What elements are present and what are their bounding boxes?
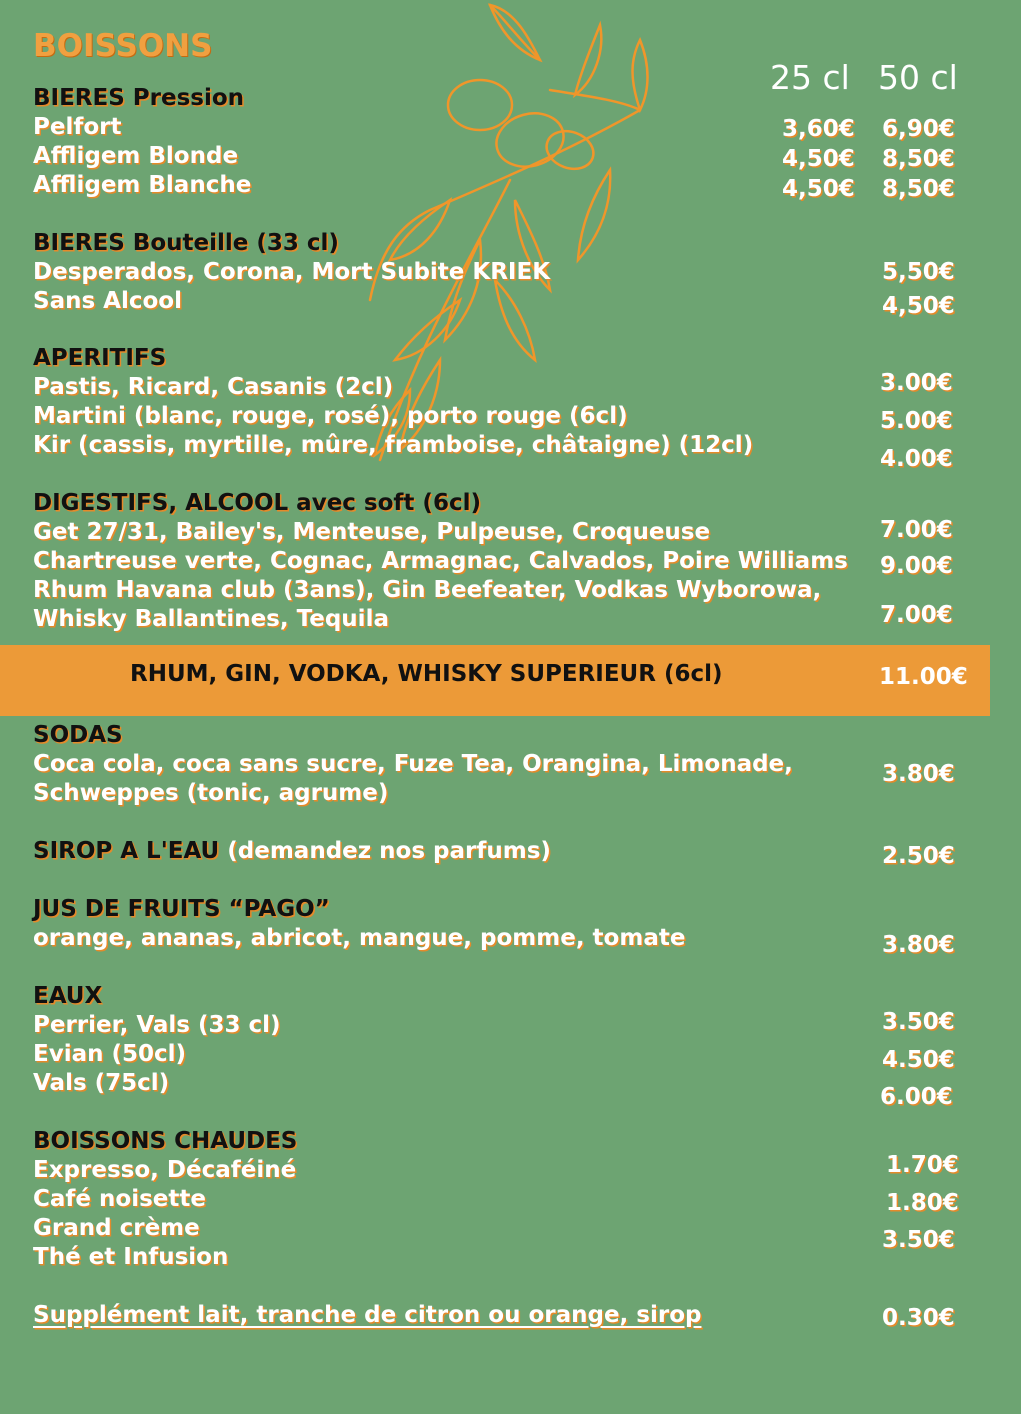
item-price: 4,50€ <box>882 293 955 319</box>
item-line: Whisky Ballantines, Tequila <box>33 606 389 632</box>
size-header-50cl: 50 cl <box>878 58 958 97</box>
item-price: 3.80€ <box>882 761 955 787</box>
item-name: Evian (50cl) <box>33 1041 187 1067</box>
item-price: 3.50€ <box>882 1009 955 1035</box>
price-50cl: 8,50€ <box>882 176 955 202</box>
item-line: Café noisette <box>33 1186 206 1212</box>
item-name: Perrier, Vals (33 cl) <box>33 1012 281 1038</box>
item-line: Expresso, Décaféiné <box>33 1157 297 1183</box>
sirop-line <box>33 837 551 866</box>
item-price: 5.00€ <box>880 408 953 434</box>
section-heading-eaux: EAUX <box>33 983 103 1009</box>
price-25cl: 4,50€ <box>782 146 855 172</box>
item-price: 6.00€ <box>880 1084 953 1110</box>
item-line: Chartreuse verte, Cognac, Armagnac, Calvados, Poire Williams <box>33 548 848 574</box>
item-price: 3.00€ <box>880 370 953 396</box>
item-price: 5,50€ <box>882 259 955 285</box>
section-heading-chaudes: BOISSONS CHAUDES <box>33 1128 298 1154</box>
item-price: 7.00€ <box>880 602 953 628</box>
item-line: Grand crème <box>33 1215 200 1241</box>
item-name: Martini (blanc, rouge, rosé), porto rouge (6cl) <box>33 403 628 429</box>
supplement-price: 0.30€ <box>882 1305 955 1331</box>
size-header-25cl: 25 cl <box>770 58 850 97</box>
item-price: 7.00€ <box>880 517 953 543</box>
item-name: Pastis, Ricard, Casanis (2cl) <box>33 374 394 400</box>
item-name: Vals (75cl) <box>33 1070 170 1096</box>
section-heading-digestifs: DIGESTIFS, ALCOOL avec soft (6cl) <box>33 490 481 516</box>
item-line: Schweppes (tonic, agrume) <box>33 780 389 806</box>
item-line: Thé et Infusion <box>33 1244 229 1270</box>
section-heading-sodas: SODAS <box>33 722 123 748</box>
section-heading-aperitifs: APERITIFS <box>33 345 167 371</box>
item-name: Affligem Blanche <box>33 172 252 198</box>
price-50cl: 6,90€ <box>882 116 955 142</box>
item-line: Rhum Havana club (3ans), Gin Beefeater, Vodkas Wyborowa, <box>33 577 822 603</box>
section-heading-jus: JUS DE FRUITS “PAGO” <box>33 896 330 922</box>
price-25cl: 4,50€ <box>782 176 855 202</box>
supplement-label: Supplément lait, tranche de citron ou orange, sirop <box>33 1302 702 1328</box>
sirop-note: (demandez nos parfums) <box>227 838 551 864</box>
price-50cl: 8,50€ <box>882 146 955 172</box>
item-line: orange, ananas, abricot, mangue, pomme, tomate <box>33 925 686 951</box>
item-price: 3.50€ <box>882 1227 955 1253</box>
item-name: Kir (cassis, myrtille, mûre, framboise, châtaigne) (12cl) <box>33 432 754 458</box>
section-heading-sirop: SIROP A L'EAU <box>33 838 220 864</box>
item-price: 1.80€ <box>886 1190 959 1216</box>
item-price: 3.80€ <box>882 932 955 958</box>
item-price: 4.00€ <box>880 446 953 472</box>
section-heading-bieres-pression: BIERES Pression <box>33 85 245 111</box>
item-name: Sans Alcool <box>33 288 182 314</box>
item-price: 9.00€ <box>880 553 953 579</box>
item-name: Pelfort <box>33 114 122 140</box>
superieur-price: 11.00€ <box>879 664 968 690</box>
item-line: Coca cola, coca sans sucre, Fuze Tea, Orangina, Limonade, <box>33 751 793 777</box>
item-line: Get 27/31, Bailey's, Menteuse, Pulpeuse, Croqueuse <box>33 519 711 545</box>
item-price: 2.50€ <box>882 843 955 869</box>
page-title: BOISSONS <box>33 28 213 64</box>
section-heading-bieres-bouteille: BIERES Bouteille (33 cl) <box>33 230 339 256</box>
price-25cl: 3,60€ <box>782 116 855 142</box>
superieur-label: RHUM, GIN, VODKA, WHISKY SUPERIEUR (6cl) <box>130 661 723 687</box>
item-name: Affligem Blonde <box>33 143 239 169</box>
item-price: 4.50€ <box>882 1047 955 1073</box>
item-name: Desperados, Corona, Mort Subite KRIEK <box>33 259 551 285</box>
item-price: 1.70€ <box>886 1152 959 1178</box>
